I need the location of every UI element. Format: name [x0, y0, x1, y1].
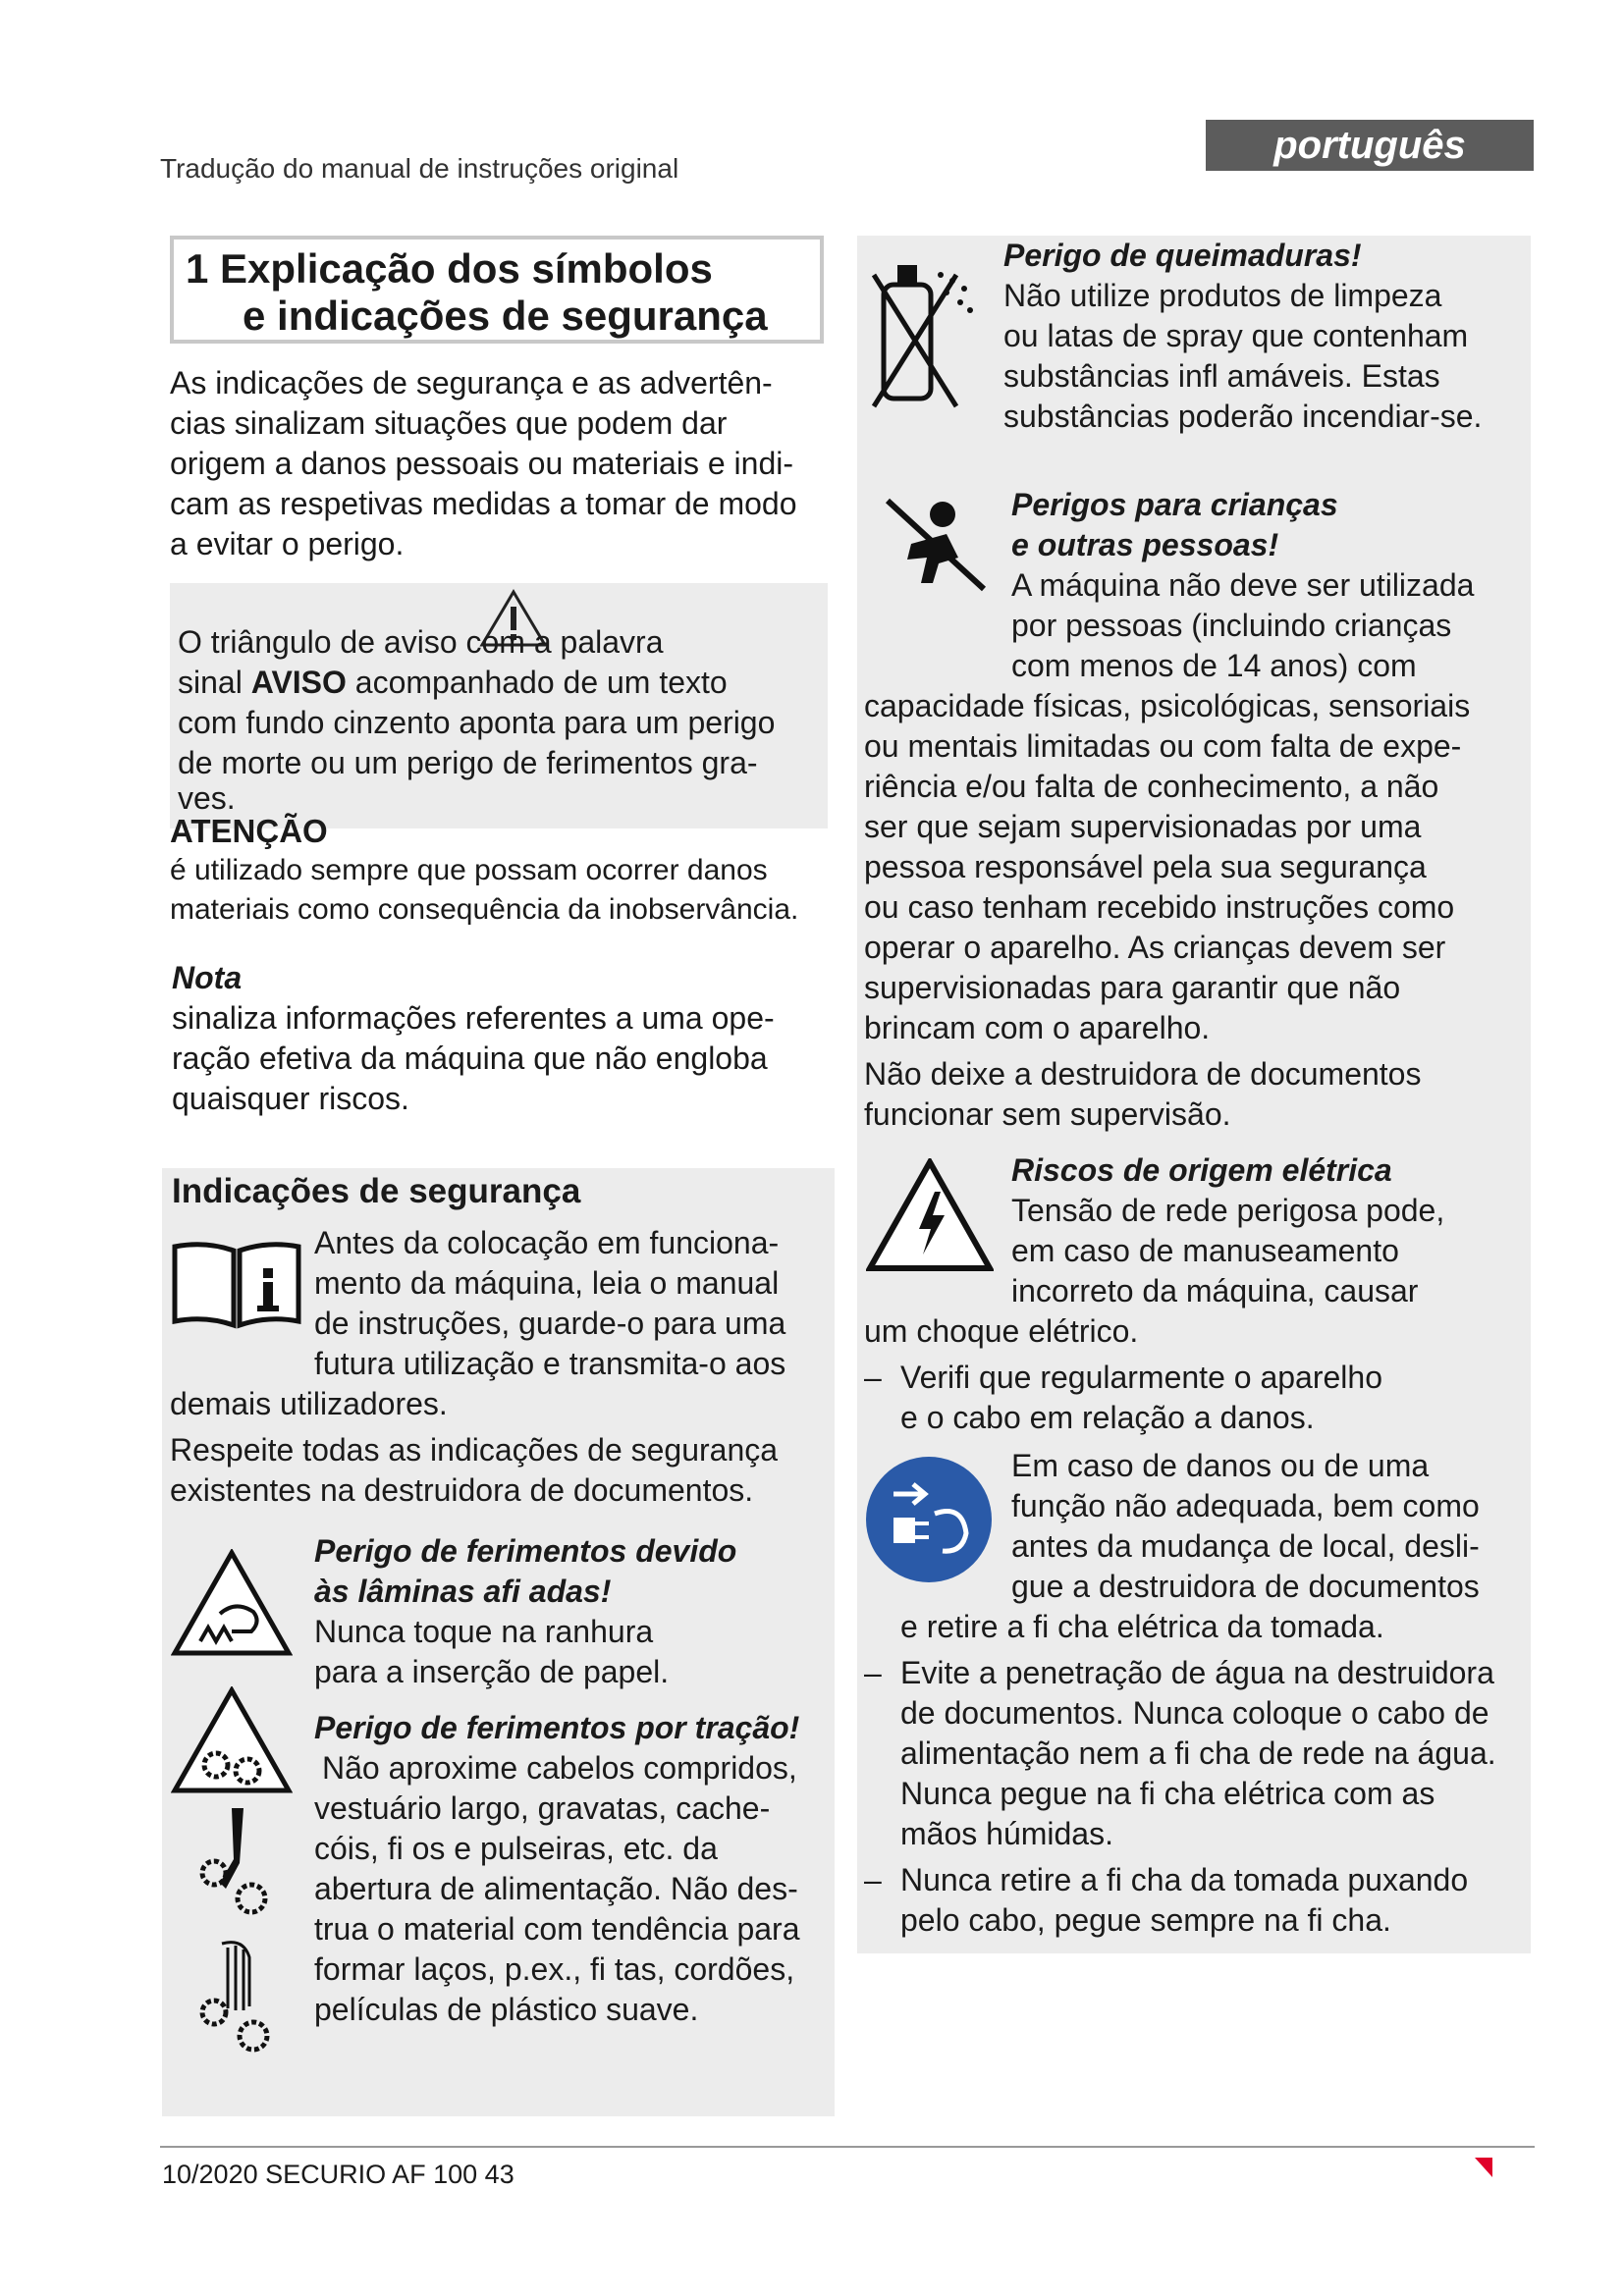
electric-hazard-icon	[866, 1158, 994, 1272]
burn-warning-title: Perigo de queimaduras!	[1003, 238, 1362, 273]
safety-title	[172, 1170, 580, 1213]
text: Nunca retire a fi cha da tomada puxando	[900, 1862, 1469, 1897]
footer-divider	[160, 2146, 1535, 2148]
intro-line: origem a danos pessoais ou materiais e indi-	[170, 446, 793, 481]
pull-in-warning-text	[314, 1708, 835, 2030]
text: ou caso tenham recebido instruções como	[864, 889, 1455, 925]
text: em caso de manuseamento	[1011, 1233, 1399, 1268]
text: futura utilização e transmita-o aos	[314, 1346, 786, 1381]
section-title-line1: 1 Explicação dos símbolos	[186, 245, 713, 292]
manual-text	[314, 1223, 835, 1384]
text: capacidade físicas, psicológicas, sensoriais	[864, 688, 1471, 723]
tie-entanglement-icon	[192, 1804, 281, 1918]
burn-warning-text	[1003, 236, 1534, 437]
text: ração efetiva da máquina que não engloba	[172, 1041, 768, 1076]
text: pessoa responsável pela sua segurança	[864, 849, 1427, 884]
intro-line: cam as respetivas medidas a tomar de modo	[170, 486, 797, 521]
text: materiais como consequência da inobservância.	[170, 893, 799, 926]
children-warning-text	[864, 686, 1532, 1135]
electric-warning-cont	[864, 1311, 1532, 1438]
text: abertura de alimentação. Não des-	[314, 1871, 798, 1906]
text: ser que sejam supervisionadas por uma	[864, 809, 1422, 844]
text: acompanhado de um texto	[346, 665, 728, 700]
text: e o cabo em relação a danos.	[900, 1400, 1315, 1435]
text: trua o material com tendência para	[314, 1911, 800, 1947]
text: pelo cabo, pegue sempre na fi cha.	[900, 1902, 1391, 1938]
note-title: Nota	[172, 960, 243, 995]
text: vestuário largo, gravatas, cache-	[314, 1790, 771, 1826]
text: substâncias infl amáveis. Estas	[1003, 358, 1440, 394]
children-warning-title-line: Perigos para crianças	[1011, 487, 1338, 522]
text: operar o aparelho. As crianças devem ser	[864, 930, 1446, 965]
warning-box-text	[178, 622, 826, 816]
section-title	[170, 236, 824, 344]
pull-in-warning-title: Perigo de ferimentos por tração!	[314, 1710, 800, 1745]
text: Tensão de rede perigosa pode,	[1011, 1193, 1445, 1228]
children-warning-title-line: e outras pessoas!	[1011, 527, 1279, 562]
text: funcionar sem supervisão.	[864, 1096, 1231, 1132]
text: função não adequada, bem como	[1011, 1488, 1480, 1523]
text: cóis, fi os e pulseiras, etc. da	[314, 1831, 718, 1866]
sharp-blades-warning-icon	[171, 1549, 293, 1657]
language-tab: português	[1206, 120, 1534, 171]
water-bullet	[864, 1653, 1532, 1854]
document-subtitle: Tradução do manual de instruções original	[160, 153, 679, 184]
footer-text: 10/2020 SECURIO AF 100 43	[162, 2160, 514, 2189]
electric-warning-text	[1011, 1150, 1532, 1311]
no-children-icon	[882, 495, 990, 593]
text: quaisquer riscos.	[172, 1081, 409, 1116]
blade-warning-text	[314, 1531, 835, 1692]
bullet-dash: –	[864, 1862, 882, 1897]
text: alimentação nem a fi cha de rede na água.	[900, 1735, 1496, 1771]
text: sinal	[178, 665, 251, 700]
unplug-mandatory-icon	[864, 1455, 994, 1584]
text: demais utilizadores.	[170, 1386, 448, 1421]
text: Nunca toque na ranhura	[314, 1614, 654, 1649]
text: incorreto da máquina, causar	[1011, 1273, 1419, 1308]
text: supervisionadas para garantir que não	[864, 970, 1401, 1005]
text: brincam com o aparelho.	[864, 1010, 1211, 1045]
text: existentes na destruidora de documentos.	[170, 1472, 754, 1508]
text: Respeite todas as indicações de segurança	[170, 1432, 779, 1468]
attention-title: ATENÇÃO	[170, 813, 328, 849]
text: Evite a penetração de água na destruidora	[900, 1655, 1494, 1690]
intro-line: cias sinalizam situações que podem dar	[170, 405, 728, 441]
text: é utilizado sempre que possam ocorrer danos	[170, 854, 768, 886]
text: Em caso de danos ou de uma	[1011, 1448, 1430, 1483]
text: Não utilize produtos de limpeza	[1003, 278, 1442, 313]
text: sinaliza informações referentes a uma ope-	[172, 1000, 775, 1036]
text: um choque elétrico.	[864, 1313, 1139, 1349]
text: mento da máquina, leia o manual	[314, 1265, 780, 1301]
text: de documentos. Nunca coloque o cabo de	[900, 1695, 1489, 1731]
text: com menos de 14 anos) com	[1011, 648, 1417, 683]
electric-warning-title: Riscos de origem elétrica	[1011, 1152, 1392, 1188]
check-bullet	[864, 1358, 1532, 1438]
text: para a inserção de papel.	[314, 1654, 670, 1689]
text: películas de plástico suave.	[314, 1992, 699, 2027]
section-title-line2: e indicações de segurança	[243, 293, 768, 339]
attention-block	[170, 811, 838, 930]
text: com	[465, 624, 525, 660]
intro-line: As indicações de segurança e as advertên-	[170, 365, 773, 400]
text: e retire a fi cha elétrica da tomada.	[900, 1609, 1384, 1644]
pull-plug-bullet	[864, 1860, 1532, 1941]
bullet-dash: –	[864, 1360, 882, 1395]
brand-corner-icon	[1475, 2158, 1492, 2177]
text: Antes da colocação em funciona-	[314, 1225, 780, 1260]
text: por pessoas (incluindo crianças	[1011, 608, 1452, 643]
children-warning-title	[1011, 485, 1532, 686]
safety-title-text: Indicações de segurança	[172, 1172, 581, 1210]
text: Nunca pegue na fi cha elétrica com as	[900, 1776, 1435, 1811]
text: A máquina não deve ser utilizada	[1011, 567, 1475, 603]
text: Verifi que regularmente o aparelho	[900, 1360, 1382, 1395]
no-spray-icon	[870, 251, 984, 408]
text: antes da mudança de local, desli-	[1011, 1528, 1480, 1564]
blade-warning-title: às lâminas afi adas!	[314, 1574, 612, 1609]
text: Não deixe a destruidora de documentos	[864, 1056, 1422, 1092]
text: O triângulo de aviso	[178, 624, 466, 660]
text: ou mentais limitadas ou com falta de expe-	[864, 728, 1462, 764]
text: substâncias poderão incendiar-se.	[1003, 399, 1483, 434]
blade-warning-title: Perigo de ferimentos devido	[314, 1533, 737, 1569]
hair-entanglement-icon	[192, 1938, 281, 2056]
text: com fundo cinzento aponta para um perigo	[178, 705, 776, 740]
manual-text-cont	[170, 1384, 838, 1511]
text: ves.	[178, 780, 236, 816]
text: de instruções, guarde-o para uma	[314, 1306, 786, 1341]
pull-in-warning-icon	[171, 1686, 293, 1794]
intro-paragraph	[170, 363, 838, 564]
text: gue a destruidora de documentos	[1011, 1569, 1480, 1604]
text: a palavra	[524, 624, 664, 660]
note-block	[172, 958, 839, 1119]
unplug-text-cont	[864, 1607, 1532, 1941]
unplug-text	[1011, 1446, 1532, 1607]
text: formar laços, p.ex., fi tas, cordões,	[314, 1951, 795, 1987]
bullet-dash: –	[864, 1655, 882, 1690]
signal-word-aviso: AVISO	[250, 665, 347, 700]
text: de morte ou um perigo de ferimentos gra-	[178, 745, 758, 780]
read-manual-icon	[171, 1239, 302, 1329]
text: riência e/ou falta de conhecimento, a não	[864, 769, 1439, 804]
text: ou latas de spray que contenham	[1003, 318, 1469, 353]
text: mãos húmidas.	[900, 1816, 1113, 1851]
intro-line: a evitar o perigo.	[170, 526, 405, 561]
text: Não aproxime cabelos compridos,	[322, 1750, 797, 1786]
